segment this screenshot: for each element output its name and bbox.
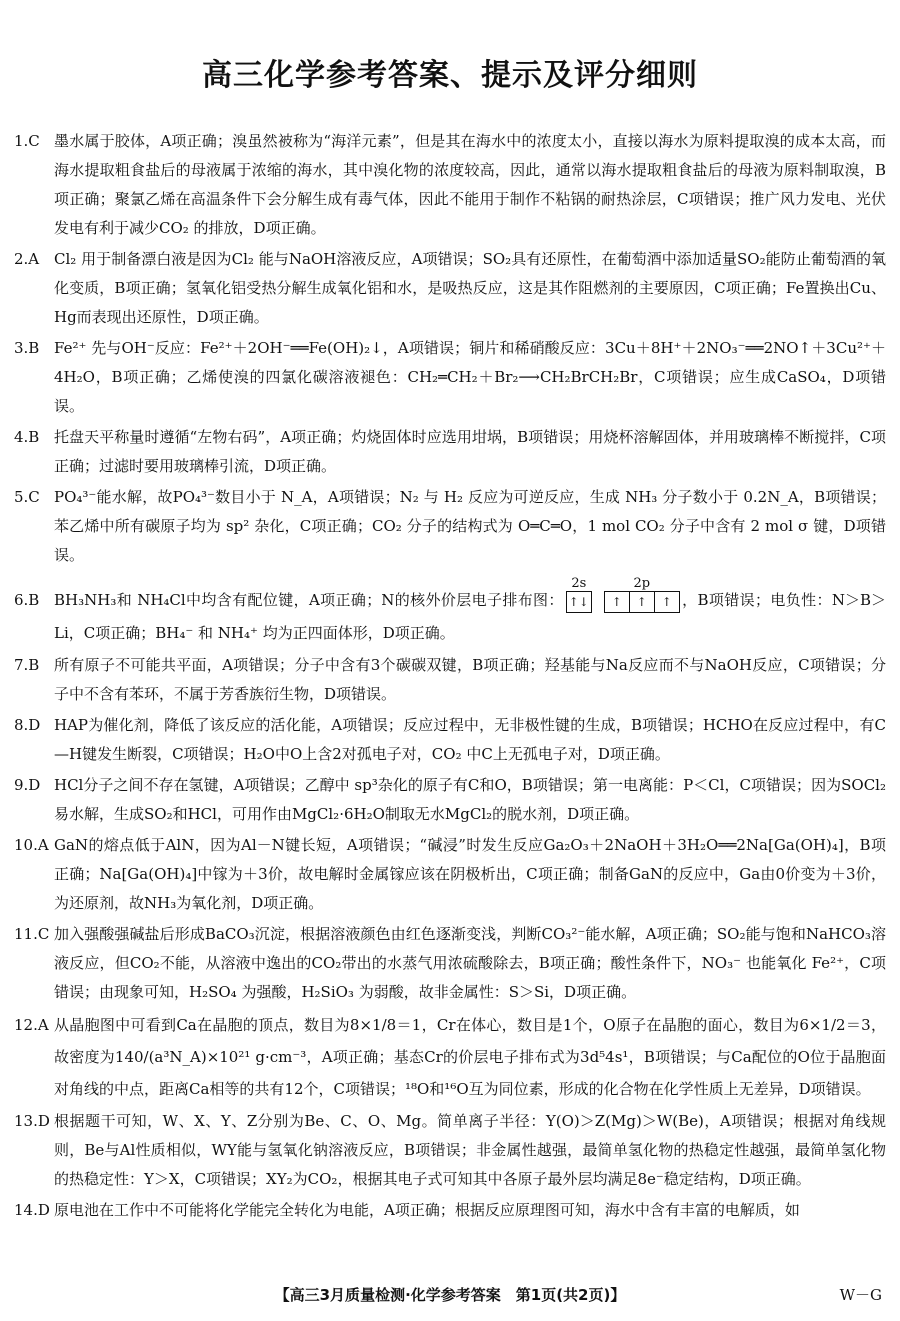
item-text: 根据题干可知，W、X、Y、Z分别为Be、C、O、Mg。简单离子半径：Y(O)＞Z(Mg)＞W(Be)，A项错误；根据对角线规则，Be与Al性质相似，WY能与氢氧化钠溶液反应，B项错误；非金属性越强，最简单氢化物的热稳定性越强，最简单氢化物的热稳定性：Y＞X，C项错误；XY₂为CO₂，根据其电子式可知其中各原子最外层均满足8e⁻稳定结构，D项正确。: [54, 1112, 886, 1188]
answer-item: [14, 920, 886, 1007]
answer-item: [14, 651, 886, 709]
orbital-box: ↑: [604, 591, 630, 613]
answer-list: [14, 127, 886, 1227]
item-number: 1.C: [14, 132, 40, 150]
answer-item: [14, 576, 886, 649]
answer-item: [14, 771, 886, 829]
orbital-box: ↑: [630, 591, 655, 613]
item-number: 13.D: [14, 1112, 50, 1130]
item-text: Fe²⁺ 先与OH⁻反应：Fe²⁺＋2OH⁻══Fe(OH)₂↓，A项错误；铜片和稀硝酸反应：3Cu＋8H⁺＋2NO₃⁻══2NO↑＋3Cu²⁺＋4H₂O，B项正确；乙烯使溴的四氯化碳溶液褪色：CH₂═CH₂＋Br₂⟶CH₂BrCH₂Br，C项错误；应生成CaSO₄，D项错误。: [54, 339, 886, 415]
item-number: 2.A: [14, 250, 40, 268]
item-number: 7.B: [14, 656, 40, 674]
page-title: 高三化学参考答案、提示及评分细则: [202, 58, 698, 93]
item-number: 14.D: [14, 1201, 50, 1219]
item-text: GaN的熔点低于AlN，因为Al－N键长短，A项错误；“碱浸”时发生反应Ga₂O₃＋2NaOH＋3H₂O══2Na[Ga(OH)₄]，B项正确；Na[Ga(OH)₄]中镓为＋3价，故电解时金属镓应该在阴极析出，C项正确；制备GaN的反应中，Ga由0价变为＋3价，为还原剂，故NH₃为氧化剂，D项正确。: [54, 836, 886, 912]
item-text: 从晶胞图中可看到Ca在晶胞的顶点，数目为8×1/8＝1，Cr在体心，数目是1个，O原子在晶胞的面心，数目为6×1/2＝3，故密度为140/(a³N_A)×10²¹ g·cm⁻³，A项正确；基态Cr的价层电子排布式为3d⁵4s¹，B项错误；与Ca配位的O位于晶胞面对角线的中点，距离Ca相等的共有12个，C项错误；¹⁸O和¹⁶O互为同位素，形成的化合物在化学性质上无差异，D项错误。: [54, 1016, 886, 1098]
item-text: BH₃NH₃和 NH₄Cl中均含有配位键，A项正确；N的核外价层电子排布图：: [54, 591, 564, 609]
orbital-box: ↑↓: [566, 591, 592, 613]
answer-item: [14, 831, 886, 918]
item-text: HAP为催化剂，降低了该反应的活化能，A项错误；反应过程中，无非极性键的生成，B项错误；HCHO在反应过程中，有C—H键发生断裂，C项错误；H₂O中O上含2对孤电子对，CO₂ 中C上无孤电子对，D项正确。: [54, 716, 886, 763]
answer-item: [14, 245, 886, 332]
item-text: PO₄³⁻能水解，故PO₄³⁻数目小于 N_A，A项错误；N₂ 与 H₂ 反应为可逆反应，生成 NH₃ 分子数小于 0.2N_A，B项错误；苯乙烯中所有碳原子均为 sp² 杂化，C项正确；CO₂ 分子的结构式为 O═C═O，1 mol CO₂ 分子中含有 2 mol σ 键，D项错误。: [54, 488, 886, 564]
item-number: 8.D: [14, 716, 41, 734]
item-text: 托盘天平称量时遵循“左物右码”，A项正确；灼烧固体时应选用坩埚，B项错误；用烧杯溶解固体，并用玻璃棒不断搅拌，C项正确；过滤时要用玻璃棒引流，D项正确。: [54, 428, 886, 475]
item-number: 10.A: [14, 836, 49, 854]
answer-item: [14, 334, 886, 421]
orbital-2s: [566, 576, 592, 617]
item-number: 5.C: [14, 488, 40, 506]
item-text: 墨水属于胶体，A项正确；溴虽然被称为“海洋元素”，但是其在海水中的浓度太小，直接以海水为原料提取溴的成本太高，而海水提取粗食盐后的母液属于浓缩的海水，其中溴化物的浓度较高，因此，通常以海水提取粗食盐后的母液为原料制取溴，B项正确；聚氯乙烯在高温条件下会分解生成有毒气体，因此不能用于制作不粘锅的耐热涂层，C项错误；推广风力发电、光伏发电有利于减少CO₂ 的排放，D项正确。: [54, 132, 886, 237]
answer-item: [14, 711, 886, 769]
orbital-2p-label: 2p: [633, 576, 651, 591]
item-text-continued: ，B项错误；电负性：N＞B＞Li，C项正确；BH₄⁻ 和 NH₄⁺ 均为正四面体形，D项正确。: [54, 591, 886, 642]
footer-code: W－G: [839, 1286, 882, 1304]
item-text: Cl₂ 用于制备漂白液是因为Cl₂ 能与NaOH溶液反应，A项错误；SO₂具有还原性，在葡萄酒中添加适量SO₂能防止葡萄酒的氧化变质，B项正确；氢氧化铝受热分解生成氧化铝和水，是吸热反应，这是其作阻燃剂的主要原因，C项正确；Fe置换出Cu、Hg而表现出还原性，D项正确。: [54, 250, 886, 326]
answer-item: [14, 1107, 886, 1194]
item-text: 原电池在工作中不可能将化学能完全转化为电能，A项正确；根据反应原理图可知，海水中含有丰富的电解质，如: [54, 1201, 800, 1219]
answer-item: [14, 127, 886, 243]
item-number: 3.B: [14, 339, 40, 357]
item-number: 11.C: [14, 925, 50, 943]
item-number: 12.A: [14, 1016, 49, 1034]
answer-item: [14, 423, 886, 481]
item-text: 加入强酸强碱盐后形成BaCO₃沉淀，根据溶液颜色由红色逐渐变浅，判断CO₃²⁻能水解，A项正确；SO₂能与饱和NaHCO₃溶液反应，但CO₂不能，从溶液中逸出的CO₂带出的水蒸气用浓硫酸除去，B项正确；酸性条件下，NO₃⁻ 也能氧化 Fe²⁺，C项错误；由现象可知，H₂SO₄ 为强酸，H₂SiO₃ 为弱酸，故非金属性：S＞Si，D项正确。: [54, 925, 886, 1001]
orbital-2p: [604, 576, 680, 617]
orbital-box: ↑: [655, 591, 680, 613]
orbital-2s-label: 2s: [571, 576, 587, 591]
item-number: 9.D: [14, 776, 41, 794]
item-number: 6.B: [14, 591, 40, 609]
item-number: 4.B: [14, 428, 40, 446]
item-text: HCl分子之间不存在氢键，A项错误；乙醇中 sp³杂化的原子有C和O，B项错误；第一电离能：P＜Cl，C项错误；因为SOCl₂易水解，生成SO₂和HCl，可用作由MgCl₂·6H₂O制取无水MgCl₂的脱水剂，D项正确。: [54, 776, 886, 823]
item-text: 所有原子不可能共平面，A项错误；分子中含有3个碳碳双键，B项正确；羟基能与Na反应而不与NaOH反应，C项错误；分子中不含有苯环，不属于芳香族衍生物，D项错误。: [54, 656, 886, 703]
answer-item: [14, 483, 886, 570]
footer-page-info: 【高三3月质量检测·化学参考答案 第1页(共2页)】: [274, 1286, 626, 1304]
answer-item: [14, 1196, 886, 1225]
answer-item: [14, 1009, 886, 1105]
